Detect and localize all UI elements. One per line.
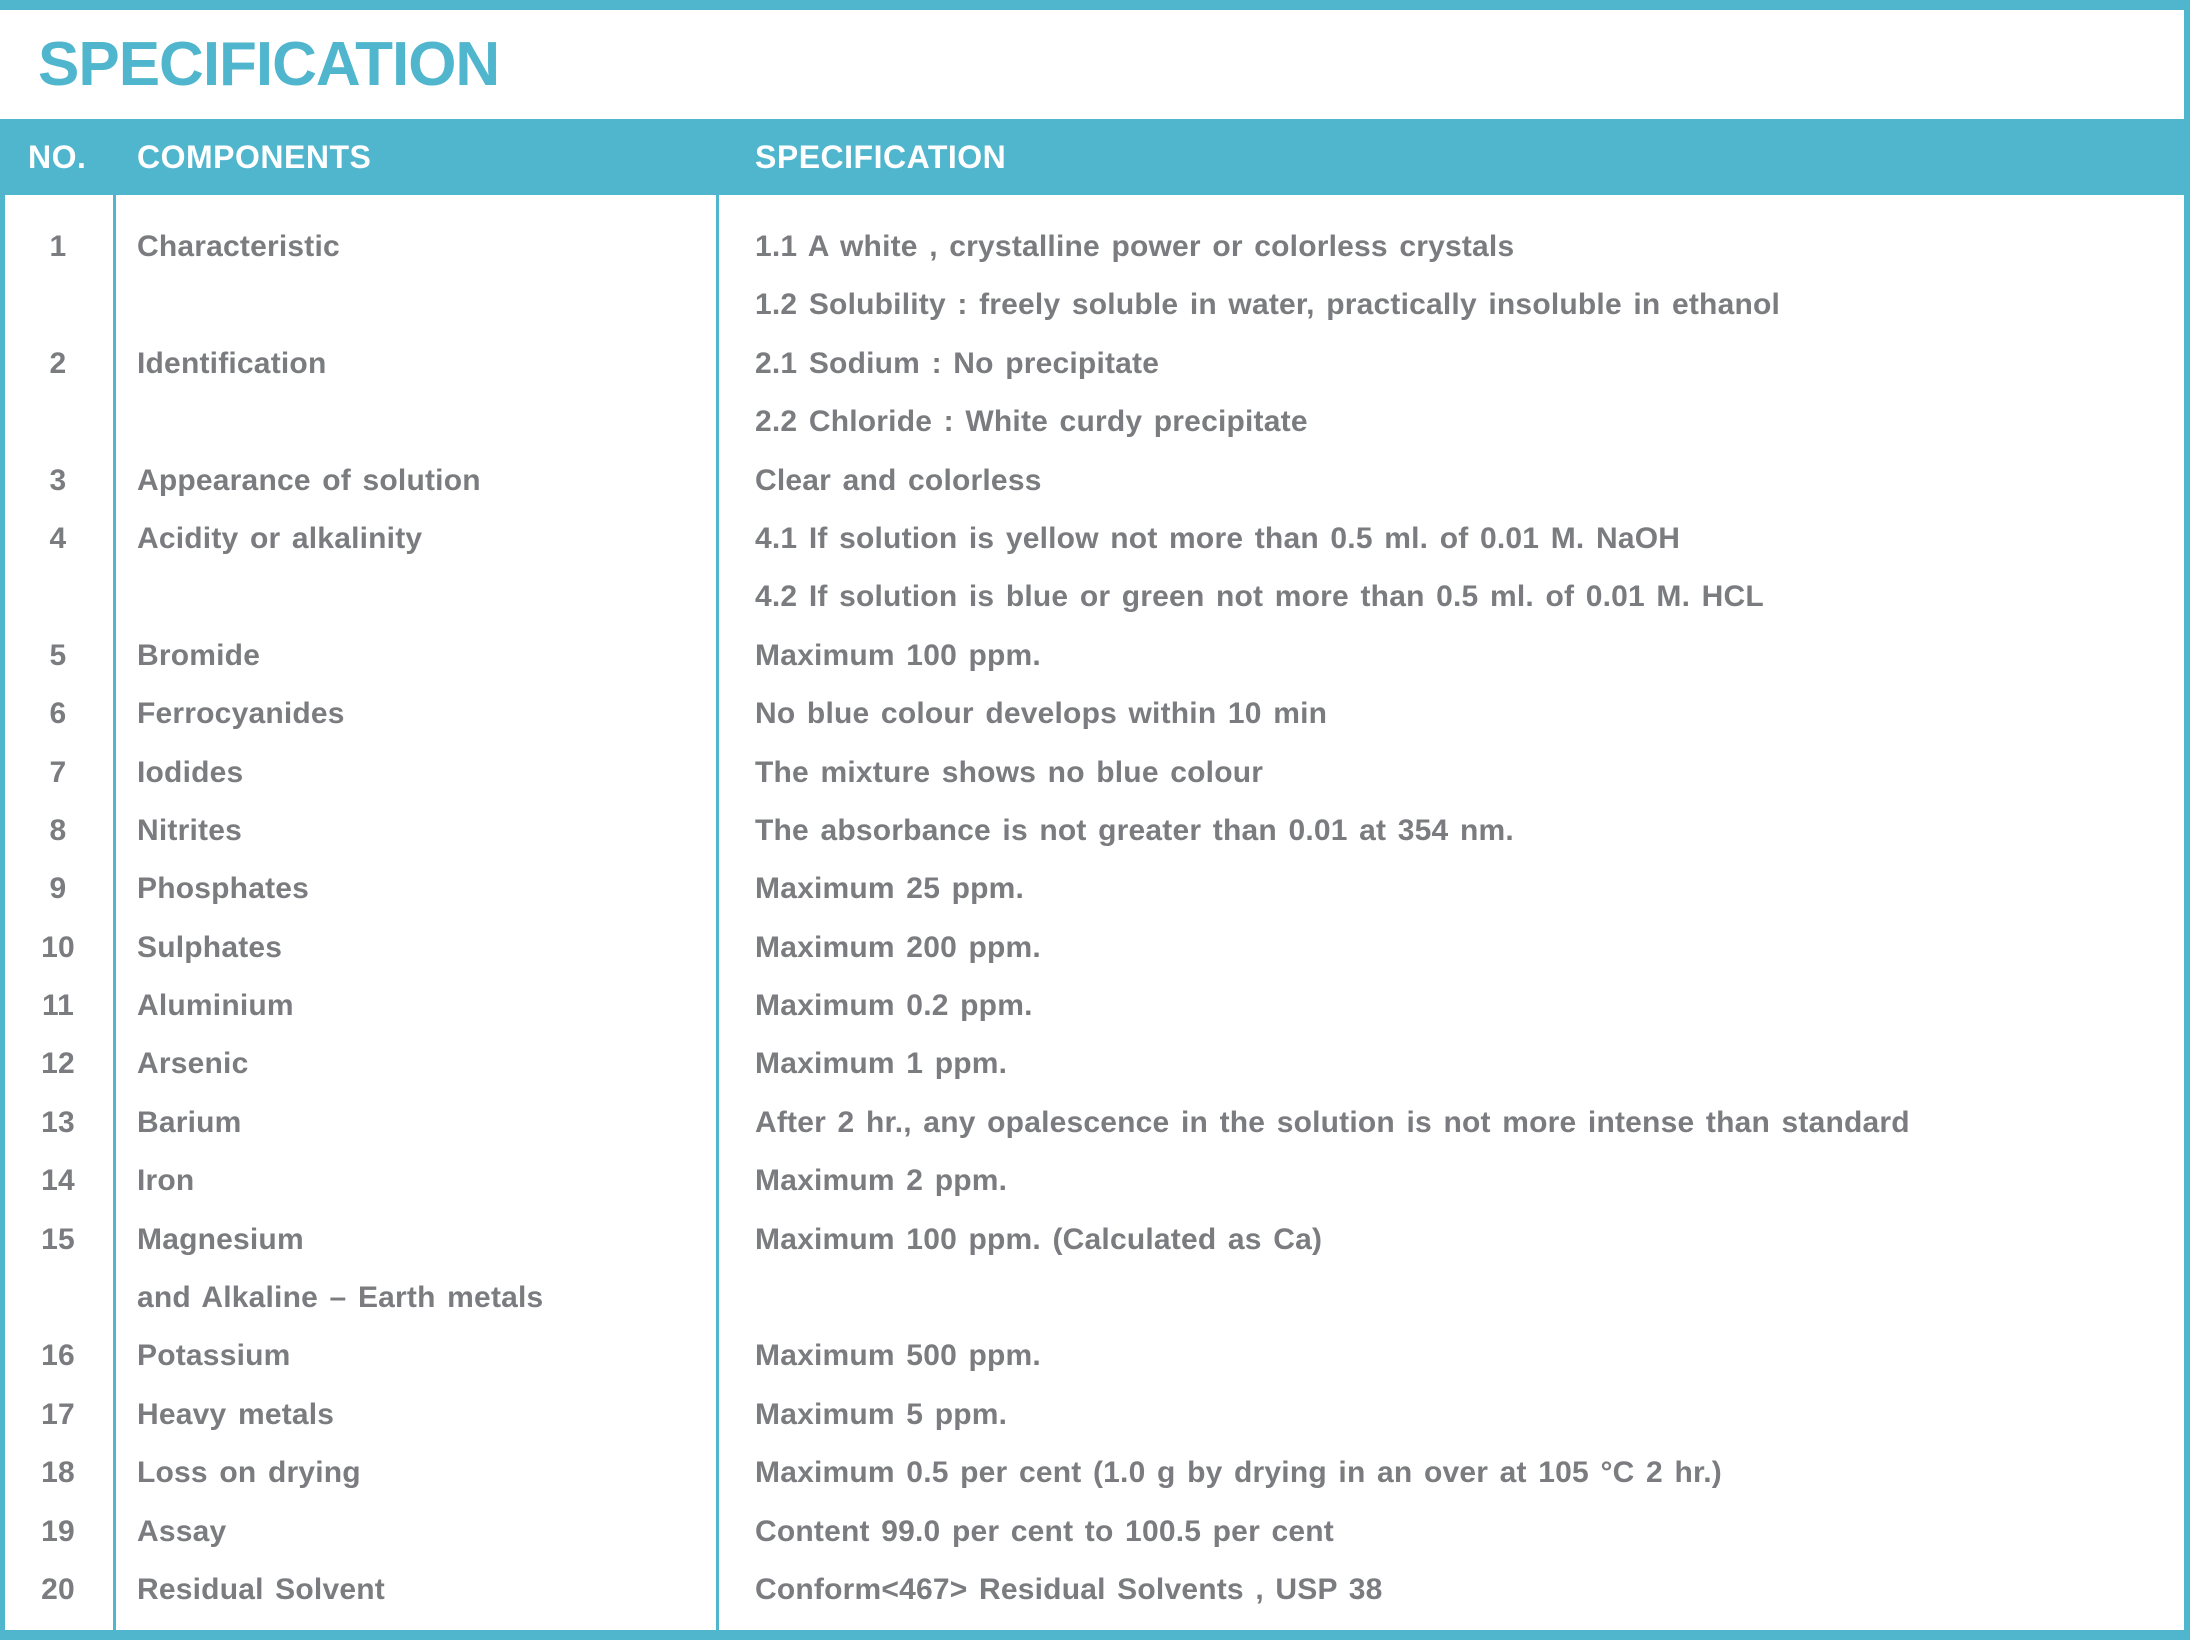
row-number-cell [0,685,116,743]
specification-text: 4.1 If solution is yellow not more than 0.5 ml. of 0.01 M. NaOH [755,521,1681,555]
row-number-cell [0,1327,116,1385]
row-number: 7 [49,755,67,789]
row-component-cell [116,1035,716,1093]
row-number-cell [0,335,116,393]
row-specification-cell [716,1561,2190,1619]
row-component-cell [116,977,716,1035]
specification-text: The mixture shows no blue colour [755,755,1264,789]
specification-text: Maximum 5 ppm. [755,1397,1008,1431]
specification-text: 4.2 If solution is blue or green not more than 0.5 ml. of 0.01 M. HCL [755,580,1764,614]
row-specification-cell [716,1035,2190,1093]
row-number: 18 [41,1456,75,1490]
row-number: 11 [41,989,75,1023]
row-component-cell [116,452,716,510]
row-component-cell [116,1386,716,1444]
row-number: 4 [49,521,67,555]
row-component-cell [116,685,716,743]
specification-text: No blue colour develops within 10 min [755,697,1328,731]
row-specification-cell [716,1444,2190,1502]
table-row [0,1035,2190,1093]
specification-text: Maximum 0.5 per cent (1.0 g by drying in an over at 105 °C 2 hr.) [755,1456,1722,1490]
table-row [0,1503,2190,1561]
row-specification-cell [716,744,2190,802]
row-number-cell [0,218,116,276]
row-number-cell [0,1211,116,1269]
table-row [0,802,2190,860]
row-number-cell [0,452,116,510]
table-row [0,1094,2190,1152]
row-number: 19 [41,1514,75,1548]
row-number: 20 [41,1572,75,1606]
table-row [0,1152,2190,1210]
row-number-cell [0,1444,116,1502]
specification-text: 1.2 Solubility : freely soluble in water, practically insoluble in ethanol [755,288,1781,322]
table-row [0,860,2190,918]
component-text: Acidity or alkalinity [137,521,423,555]
row-specification-cell [716,860,2190,918]
row-component-cell [116,1503,716,1561]
table-row [0,977,2190,1035]
row-number: 1 [49,230,67,263]
component-text: Residual Solvent [137,1572,385,1606]
row-component-cell [116,335,716,393]
row-component-cell [116,218,716,276]
title-strip [0,10,2184,119]
row-number-cell [0,802,116,860]
component-text: Assay [137,1514,227,1548]
row-number-cell [0,919,116,977]
specification-text: 2.1 Sodium : No precipitate [755,346,1160,380]
table-row [0,1444,2190,1502]
specification-text: Maximum 500 ppm. [755,1339,1041,1373]
specification-text: Maximum 0.2 ppm. [755,989,1033,1023]
row-number-cell [0,1035,116,1093]
component-text: Identification [137,346,327,380]
component-text: Barium [137,1105,242,1139]
table-row [0,627,2190,685]
table-row [0,335,2190,452]
table-row [0,218,2190,335]
row-component-cell [116,744,716,802]
row-specification-cell [716,452,2190,510]
row-specification-cell [716,1094,2190,1152]
row-number-cell [0,1152,116,1210]
row-component-cell [116,919,716,977]
table-row [0,919,2190,977]
specification-text: After 2 hr., any opalescence in the solution is not more intense than standard [755,1105,1910,1139]
component-text: Bromide [137,638,261,672]
component-text: Appearance of solution [137,463,481,497]
row-number-cell [0,1386,116,1444]
row-number: 10 [41,930,75,964]
table-row [0,452,2190,510]
row-number: 9 [49,872,67,906]
component-text: Ferrocyanides [137,697,345,731]
specification-text: Maximum 2 ppm. [755,1164,1008,1198]
row-number-cell [0,977,116,1035]
row-number: 2 [49,346,67,380]
page-border-bottom [0,1630,2190,1640]
row-specification-cell [716,1211,2190,1269]
table-row [0,1327,2190,1385]
row-number: 12 [41,1047,75,1081]
row-component-cell [116,510,716,568]
row-specification-cell [716,218,2190,335]
component-text: Iron [137,1164,195,1198]
row-specification-cell [716,627,2190,685]
component-text: Sulphates [137,930,283,964]
component-text: Heavy metals [137,1397,335,1431]
row-number: 6 [49,697,67,731]
table-row [0,510,2190,627]
specification-text: Maximum 100 ppm. [755,638,1041,672]
header-components: COMPONENTS [137,138,372,175]
row-number: 17 [41,1397,75,1431]
specification-text: Maximum 1 ppm. [755,1047,1008,1081]
table-row [0,744,2190,802]
component-text: Potassium [137,1339,291,1373]
row-component-cell [116,1561,716,1619]
row-number-cell [0,1094,116,1152]
row-number-cell [0,510,116,568]
component-text: Iodides [137,755,244,789]
row-number: 8 [49,813,67,847]
row-specification-cell [716,977,2190,1035]
table-body [0,195,2190,1630]
table-row [0,1561,2190,1619]
row-component-cell [116,1211,716,1328]
component-text: Aluminium [137,989,294,1023]
row-number-cell [0,860,116,918]
specification-text: The absorbance is not greater than 0.01 at 354 nm. [755,813,1514,847]
specification-text: Maximum 100 ppm. (Calculated as Ca) [755,1222,1323,1256]
row-number: 14 [41,1164,75,1198]
row-component-cell [116,627,716,685]
row-specification-cell [716,685,2190,743]
specification-text: Content 99.0 per cent to 100.5 per cent [755,1514,1334,1548]
specification-text: Clear and colorless [755,463,1042,497]
table-row [0,1386,2190,1444]
row-component-cell [116,860,716,918]
row-component-cell [116,1327,716,1385]
component-text: Magnesium [137,1222,304,1256]
row-specification-cell [716,1386,2190,1444]
specification-text: Maximum 200 ppm. [755,930,1041,964]
header-no: NO. [28,138,87,175]
row-specification-cell [716,335,2190,452]
row-number: 3 [49,463,67,497]
row-specification-cell [716,802,2190,860]
row-specification-cell [716,1152,2190,1210]
specification-text: 2.2 Chloride : White curdy precipitate [755,405,1308,439]
row-specification-cell [716,510,2190,627]
page-title: SPECIFICATION [38,30,500,99]
component-text: Loss on drying [137,1456,361,1490]
component-text: Characteristic [137,230,340,263]
row-number-cell [0,1561,116,1619]
row-specification-cell [716,1327,2190,1385]
component-text: Phosphates [137,872,310,906]
component-text: and Alkaline – Earth metals [137,1281,544,1315]
row-number-cell [0,1503,116,1561]
table-row [0,1211,2190,1328]
specification-text: Conform<467> Residual Solvents , USP 38 [755,1572,1383,1606]
row-component-cell [116,802,716,860]
row-number: 15 [41,1222,75,1256]
page-border-top [0,0,2190,10]
row-number: 16 [41,1339,75,1373]
row-component-cell [116,1444,716,1502]
row-number-cell [0,627,116,685]
row-number: 5 [49,638,67,672]
specification-text: Maximum 25 ppm. [755,872,1025,906]
table-row [0,685,2190,743]
row-specification-cell [716,1503,2190,1561]
component-text: Arsenic [137,1047,249,1081]
row-number-cell [0,744,116,802]
row-component-cell [116,1094,716,1152]
table-header-row [0,119,2190,195]
row-number: 13 [41,1105,75,1139]
row-component-cell [116,1152,716,1210]
specification-text: 1.1 A white , crystalline power or colorless crystals [755,230,1515,263]
component-text: Nitrites [137,813,242,847]
row-specification-cell [716,919,2190,977]
header-specification: SPECIFICATION [755,138,1007,175]
